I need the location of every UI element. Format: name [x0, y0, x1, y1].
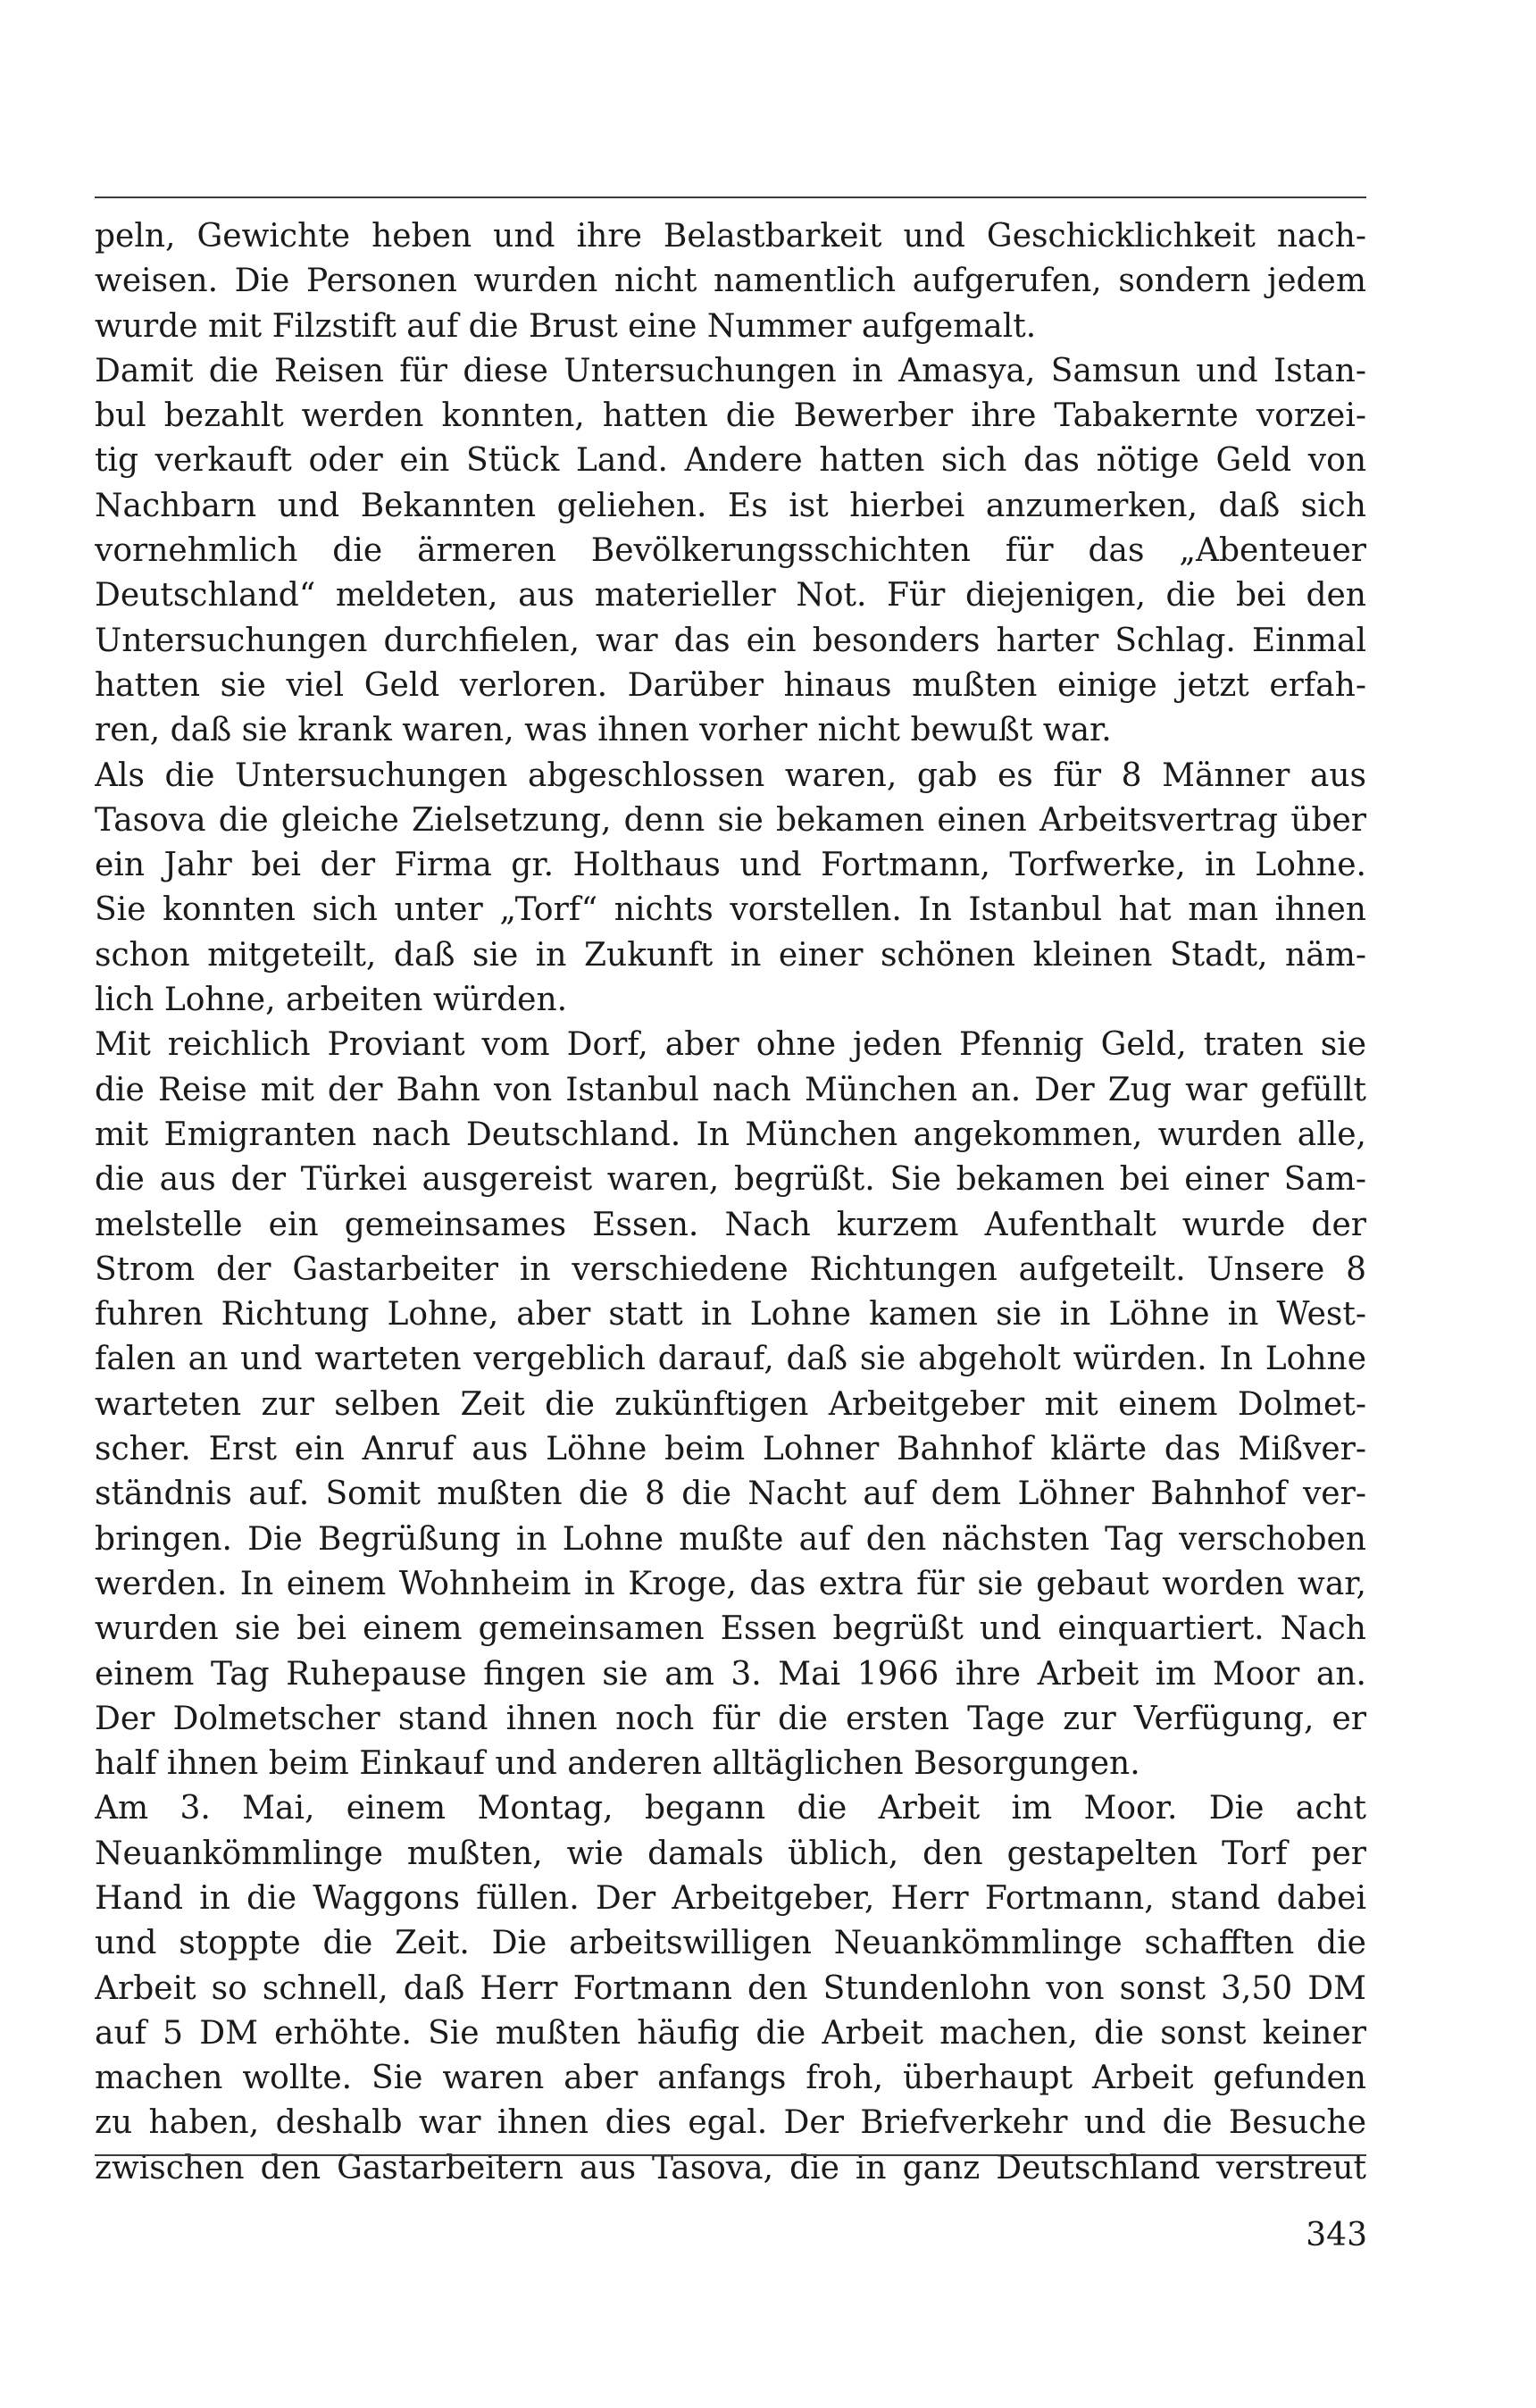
page-number: 343	[1306, 2217, 1367, 2253]
text-line: bringen. Die Begrüßung in Lohne mußte auf den nächsten Tag verschoben	[95, 1520, 1366, 1558]
text-line: werden. In einem Wohnheim in Kroge, das extra für sie gebaut worden war,	[95, 1565, 1366, 1602]
text-line: hatten sie viel Geld verloren. Darüber hinaus mußten einige jetzt erfah-	[95, 666, 1366, 704]
text-line: ein Jahr bei der Firma gr. Holthaus und Fortmann, Torfwerke, in Lohne.	[95, 847, 1366, 884]
text-line: zwischen den Gastarbeitern aus Tasova, die in ganz Deutschland verstreut	[95, 2149, 1366, 2186]
text-line: zu haben, deshalb war ihnen dies egal. Der Briefverkehr und die Besuche	[95, 2104, 1366, 2142]
text-line: Arbeit so schnell, daß Herr Fortmann den Stundenlohn von sonst 3,50 DM	[95, 1969, 1366, 2007]
body-text	[95, 214, 1366, 2191]
text-line: falen an und warteten vergeblich darauf, daß sie abgeholt würden. In Lohne	[95, 1341, 1366, 1378]
text-line: Mit reichlich Proviant vom Dorf, aber ohne jeden Pfennig Geld, traten sie	[95, 1026, 1366, 1064]
text-line: fuhren Richtung Lohne, aber statt in Lohne kamen sie in Löhne in West-	[95, 1296, 1366, 1334]
text-line: Neuankömmlinge mußten, wie damals üblich, den gestapelten Torf per	[95, 1835, 1366, 1872]
text-line: lich Lohne, arbeiten würden.	[95, 982, 568, 1019]
text-line: Damit die Reisen für diese Untersuchungen in Amasya, Samsun und Istan-	[95, 352, 1366, 389]
top-rule	[95, 196, 1366, 198]
text-line: ständnis auf. Somit mußten die 8 die Nacht auf dem Löhner Bahnhof ver-	[95, 1476, 1366, 1513]
text-line: Tasova die gleiche Zielsetzung, denn sie bekamen einen Arbeitsvertrag über	[95, 801, 1366, 839]
text-line: die Reise mit der Bahn von Istanbul nach München an. Der Zug war gefüllt	[95, 1071, 1366, 1108]
text-line: warteten zur selben Zeit die zukünftigen Arbeitgeber mit einem Dolmet-	[95, 1385, 1366, 1423]
text-line: machen wollte. Sie waren aber anfangs froh, überhaupt Arbeit gefunden	[95, 2060, 1366, 2097]
text-line: weisen. Die Personen wurden nicht namentlich aufgerufen, sondern jedem	[95, 263, 1366, 300]
text-line: schon mitgeteilt, daß sie in Zukunft in einer schönen kleinen Stadt, näm-	[95, 936, 1366, 974]
text-line: melstelle ein gemeinsames Essen. Nach kurzem Aufenthalt wurde der	[95, 1206, 1366, 1243]
text-line: tig verkauft oder ein Stück Land. Andere hatten sich das nötige Geld von	[95, 442, 1366, 480]
text-line: Untersuchungen durchfielen, war das ein besonders harter Schlag. Einmal	[95, 622, 1366, 659]
text-line: Der Dolmetscher stand ihnen noch für die ersten Tage zur Verfügung, er	[95, 1700, 1366, 1737]
text-line: Hand in die Waggons füllen. Der Arbeitgeber, Herr Fortmann, stand dabei	[95, 1879, 1366, 1917]
text-line: auf 5 DM erhöhte. Sie mußten häufig die Arbeit machen, die sonst keiner	[95, 2014, 1366, 2052]
text-line: wurde mit Filzstift auf die Brust eine Nummer aufgemalt.	[95, 307, 1037, 345]
text-line: bul bezahlt werden konnten, hatten die Bewerber ihre Tabakernte vorzei-	[95, 397, 1366, 435]
text-line: ren, daß sie krank waren, was ihnen vorher nicht bewußt war.	[95, 712, 1112, 749]
text-line: Sie konnten sich unter „Torf“ nichts vorstellen. In Istanbul hat man ihnen	[95, 891, 1366, 929]
text-line: wurden sie bei einem gemeinsamen Essen begrüßt und einquartiert. Nach	[95, 1610, 1366, 1648]
text-line: die aus der Türkei ausgereist waren, begrüßt. Sie bekamen bei einer Sam-	[95, 1161, 1366, 1199]
text-line: Als die Untersuchungen abgeschlossen waren, gab es für 8 Männer aus	[95, 757, 1366, 794]
text-line: half ihnen beim Einkauf und anderen alltäglichen Besorgungen.	[95, 1745, 1140, 1783]
text-line: mit Emigranten nach Deutschland. In München angekommen, wurden alle,	[95, 1116, 1366, 1153]
text-line: einem Tag Ruhepause fingen sie am 3. Mai 1966 ihre Arbeit im Moor an.	[95, 1655, 1366, 1693]
text-line: scher. Erst ein Anruf aus Löhne beim Lohner Bahnhof klärte das Mißver-	[95, 1431, 1366, 1468]
text-line: Deutschland“ meldeten, aus materieller Not. Für diejenigen, die bei den	[95, 577, 1366, 615]
text-line: peln, Gewichte heben und ihre Belastbarkeit und Geschicklichkeit nach-	[95, 218, 1366, 255]
text-line: Strom der Gastarbeiter in verschiedene Richtungen aufgeteilt. Unsere 8	[95, 1250, 1366, 1288]
text-line: Am 3. Mai, einem Montag, begann die Arbeit im Moor. Die acht	[95, 1790, 1366, 1827]
text-line: vornehmlich die ärmeren Bevölkerungsschichten für das „Abenteuer	[95, 532, 1366, 570]
text-line: Nachbarn und Bekannten geliehen. Es ist hierbei anzumerken, daß sich	[95, 487, 1366, 524]
bottom-rule	[95, 2154, 1366, 2156]
text-line: und stoppte die Zeit. Die arbeitswilligen Neuankömmlinge schafften die	[95, 1925, 1366, 1962]
